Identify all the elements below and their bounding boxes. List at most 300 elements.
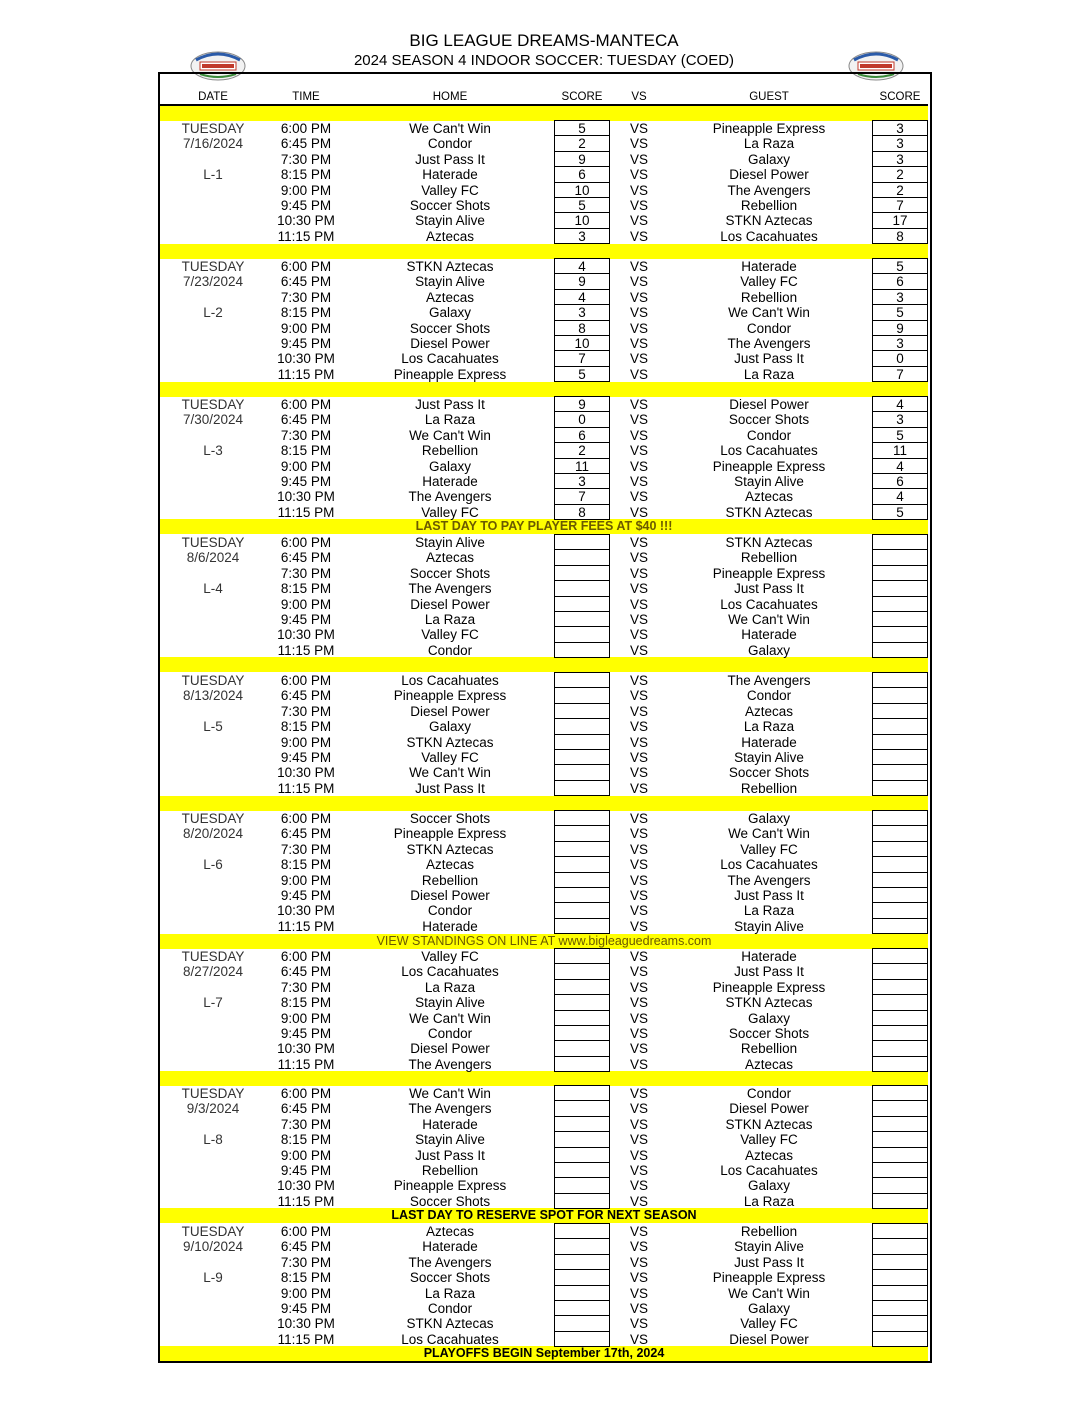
home-team: STKN Aztecas — [406, 734, 494, 750]
score-divider — [872, 994, 928, 995]
game-time: 10:30 PM — [277, 213, 335, 229]
col-home-score: SCORE — [561, 91, 603, 103]
guest-team: Stayin Alive — [734, 1239, 804, 1255]
guest-team: Rebellion — [740, 1224, 798, 1239]
home-team: Condor — [427, 1026, 473, 1041]
home-team: The Avengers — [408, 1101, 492, 1117]
week-league: L-1 — [203, 167, 223, 183]
home-score: 6 — [578, 427, 586, 443]
vs-label: VS — [629, 1270, 648, 1286]
vs-label: VS — [629, 964, 648, 980]
score-divider — [872, 1040, 928, 1041]
score-divider — [872, 902, 928, 903]
home-team: Stayin Alive — [415, 274, 485, 290]
guest-team: Haterade — [741, 627, 797, 643]
week-day: TUESDAY — [181, 1224, 245, 1239]
game-time: 6:45 PM — [280, 136, 332, 152]
guest-team: Stayin Alive — [734, 918, 804, 934]
score-divider — [872, 1300, 928, 1301]
home-score: 9 — [578, 151, 586, 167]
score-divider — [554, 1147, 610, 1148]
vs-label: VS — [629, 1316, 648, 1332]
home-team: Valley FC — [421, 750, 479, 765]
guest-team: Aztecas — [744, 703, 794, 719]
guest-team: La Raza — [743, 136, 795, 152]
vs-label: VS — [629, 1086, 648, 1101]
score-divider — [872, 1131, 928, 1132]
guest-team: We Can't Win — [728, 1285, 810, 1301]
score-divider — [872, 718, 928, 719]
vs-label: VS — [629, 1285, 648, 1301]
home-team: La Raza — [424, 1285, 476, 1301]
guest-score: 6 — [896, 474, 904, 489]
home-team: La Raza — [424, 612, 476, 627]
guest-team: Condor — [746, 688, 792, 704]
vs-label: VS — [629, 274, 648, 290]
game-time: 7:30 PM — [280, 979, 332, 995]
score-divider — [554, 1025, 610, 1026]
score-divider — [554, 764, 610, 765]
score-divider — [872, 841, 928, 842]
score-divider — [554, 1177, 610, 1178]
home-team: La Raza — [424, 979, 476, 995]
score-divider — [872, 1010, 928, 1011]
vs-label: VS — [629, 1010, 648, 1026]
home-team: Just Pass It — [415, 780, 485, 796]
vs-label: VS — [629, 642, 648, 658]
score-divider — [872, 1147, 928, 1148]
vs-label: VS — [629, 305, 648, 321]
home-score: 10 — [574, 213, 590, 229]
guest-team: Soccer Shots — [728, 765, 810, 781]
game-time: 9:00 PM — [280, 320, 332, 336]
home-team: Aztecas — [425, 1224, 475, 1239]
home-score: 5 — [578, 121, 586, 136]
score-divider — [872, 918, 928, 919]
vs-label: VS — [629, 979, 648, 995]
home-team: Los Cacahuates — [401, 673, 499, 688]
separator-bar — [160, 1071, 928, 1086]
vs-label: VS — [629, 351, 648, 367]
game-time: 9:00 PM — [280, 182, 332, 198]
score-divider — [554, 963, 610, 964]
score-divider — [872, 565, 928, 566]
game-time: 7:30 PM — [280, 151, 332, 167]
col-date: DATE — [198, 91, 228, 103]
game-time: 8:15 PM — [280, 1270, 332, 1286]
vs-label: VS — [629, 1193, 648, 1209]
home-team: Haterade — [422, 474, 478, 489]
guest-team: Just Pass It — [734, 581, 804, 597]
home-score: 10 — [574, 182, 590, 198]
score-divider — [554, 872, 610, 873]
score-divider — [554, 841, 610, 842]
vs-label: VS — [629, 427, 648, 443]
guest-team: Stayin Alive — [734, 750, 804, 765]
game-time: 11:15 PM — [277, 366, 335, 382]
guest-team: Rebellion — [740, 1041, 798, 1057]
vs-label: VS — [629, 1254, 648, 1270]
score-divider — [872, 780, 928, 781]
guest-team: Rebellion — [740, 198, 798, 213]
game-time: 10:30 PM — [277, 903, 335, 919]
home-team: La Raza — [424, 412, 476, 428]
game-time: 6:45 PM — [280, 688, 332, 704]
score-divider — [554, 780, 610, 781]
score-divider — [554, 734, 610, 735]
score-divider — [554, 1056, 610, 1057]
home-team: STKN Aztecas — [406, 1316, 494, 1332]
guest-team: Aztecas — [744, 489, 794, 505]
game-time: 6:00 PM — [280, 397, 332, 412]
game-time: 7:30 PM — [280, 565, 332, 581]
home-team: The Avengers — [408, 581, 492, 597]
score-divider — [872, 979, 928, 980]
vs-label: VS — [629, 474, 648, 489]
week-date: 7/30/2024 — [182, 412, 244, 428]
vs-label: VS — [629, 780, 648, 796]
score-divider — [554, 994, 610, 995]
vs-label: VS — [629, 826, 648, 842]
home-team: Just Pass It — [415, 397, 485, 412]
guest-score: 5 — [896, 427, 904, 443]
guest-team: Valley FC — [740, 1132, 798, 1148]
guest-team: STKN Aztecas — [725, 1116, 813, 1132]
guest-team: Rebellion — [740, 289, 798, 305]
game-time: 6:45 PM — [280, 964, 332, 980]
guest-team: Condor — [746, 427, 792, 443]
vs-label: VS — [629, 903, 648, 919]
week-league: L-8 — [203, 1132, 223, 1148]
game-time: 6:45 PM — [280, 550, 332, 566]
guest-team: Los Cacahuates — [720, 443, 818, 459]
vs-label: VS — [629, 703, 648, 719]
home-team: Valley FC — [421, 949, 479, 964]
guest-team: The Avengers — [727, 336, 811, 351]
home-score: 2 — [578, 136, 586, 152]
score-divider — [872, 825, 928, 826]
score-divider — [872, 1100, 928, 1101]
home-score: 3 — [578, 305, 586, 321]
game-time: 11:15 PM — [277, 504, 335, 520]
week-day: TUESDAY — [181, 397, 245, 412]
guest-team: Soccer Shots — [728, 412, 810, 428]
vs-label: VS — [629, 918, 648, 934]
score-divider — [872, 764, 928, 765]
guest-team: Aztecas — [744, 1056, 794, 1072]
home-score: 11 — [574, 458, 589, 474]
score-divider — [554, 1131, 610, 1132]
guest-team: Pineapple Express — [712, 121, 826, 136]
vs-label: VS — [629, 1041, 648, 1057]
vs-label: VS — [629, 182, 648, 198]
guest-team: Pineapple Express — [712, 1270, 826, 1286]
home-team: Condor — [427, 1301, 473, 1316]
score-divider — [554, 596, 610, 597]
score-divider — [872, 1331, 928, 1332]
guest-score: 2 — [896, 167, 904, 183]
score-divider — [872, 580, 928, 581]
guest-team: Just Pass It — [734, 888, 804, 903]
guest-team: Haterade — [741, 259, 797, 274]
game-time: 9:00 PM — [280, 1010, 332, 1026]
game-time: 11:15 PM — [277, 1056, 335, 1072]
home-team: Valley FC — [421, 504, 479, 520]
home-team: Los Cacahuates — [401, 1331, 499, 1347]
vs-label: VS — [629, 412, 648, 428]
separator-bar — [160, 106, 928, 121]
home-team: Soccer Shots — [409, 811, 491, 826]
week-league: L-6 — [203, 857, 223, 873]
home-team: Galaxy — [428, 458, 472, 474]
home-score: 7 — [578, 489, 586, 505]
score-divider — [872, 626, 928, 627]
game-time: 6:00 PM — [280, 535, 332, 550]
home-team: Diesel Power — [410, 888, 490, 903]
guest-team: Just Pass It — [734, 351, 804, 367]
week-day: TUESDAY — [181, 121, 245, 136]
home-score: 9 — [578, 397, 586, 412]
guest-team: The Avengers — [727, 182, 811, 198]
vs-label: VS — [629, 673, 648, 688]
home-score: 8 — [578, 504, 586, 520]
home-team: Diesel Power — [410, 596, 490, 612]
home-team: Pineapple Express — [393, 688, 507, 704]
game-time: 6:00 PM — [280, 949, 332, 964]
vs-label: VS — [629, 995, 648, 1011]
game-time: 9:00 PM — [280, 1285, 332, 1301]
guest-score: 3 — [896, 289, 904, 305]
score-divider — [554, 611, 610, 612]
score-divider — [554, 749, 610, 750]
guest-team: Los Cacahuates — [720, 596, 818, 612]
week-date: 7/23/2024 — [182, 274, 244, 290]
score-divider — [872, 1025, 928, 1026]
guest-team: Diesel Power — [729, 1101, 809, 1117]
vs-label: VS — [629, 1026, 648, 1041]
guest-score: 3 — [896, 412, 904, 428]
guest-team: Los Cacahuates — [720, 857, 818, 873]
guest-score: 5 — [896, 259, 904, 274]
game-time: 9:45 PM — [280, 612, 332, 627]
guest-team: La Raza — [743, 719, 795, 735]
home-team: We Can't Win — [409, 765, 491, 781]
game-time: 8:15 PM — [280, 857, 332, 873]
game-time: 7:30 PM — [280, 1116, 332, 1132]
week-league: L-2 — [203, 305, 223, 321]
week-day: TUESDAY — [181, 535, 245, 550]
week-date: 8/13/2024 — [182, 688, 244, 704]
vs-label: VS — [629, 289, 648, 305]
week-league: L-3 — [203, 443, 223, 459]
home-team: Haterade — [422, 1239, 478, 1255]
home-team: Valley FC — [421, 182, 479, 198]
guest-team: Valley FC — [740, 274, 798, 290]
vs-label: VS — [629, 596, 648, 612]
score-divider — [872, 887, 928, 888]
guest-team: We Can't Win — [728, 305, 810, 321]
week-date: 8/20/2024 — [182, 826, 244, 842]
home-team: We Can't Win — [409, 121, 491, 136]
guest-team: Valley FC — [740, 841, 798, 857]
vs-label: VS — [629, 136, 648, 152]
vs-label: VS — [629, 872, 648, 888]
vs-label: VS — [629, 443, 648, 459]
vs-label: VS — [629, 949, 648, 964]
game-time: 11:15 PM — [277, 780, 335, 796]
score-divider — [554, 902, 610, 903]
home-team: Condor — [427, 136, 473, 152]
home-team: Soccer Shots — [409, 565, 491, 581]
home-team: Stayin Alive — [415, 995, 485, 1011]
score-divider — [554, 1100, 610, 1101]
game-time: 9:45 PM — [280, 198, 332, 213]
game-time: 9:00 PM — [280, 734, 332, 750]
score-divider — [554, 1238, 610, 1239]
guest-team: We Can't Win — [728, 612, 810, 627]
week-date: 9/3/2024 — [186, 1101, 240, 1117]
score-divider — [554, 825, 610, 826]
week-date: 8/6/2024 — [186, 550, 240, 566]
score-divider — [872, 611, 928, 612]
week-league: L-5 — [203, 719, 223, 735]
vs-label: VS — [629, 1331, 648, 1347]
column-headers — [160, 90, 928, 105]
home-team: We Can't Win — [409, 427, 491, 443]
guest-team: Los Cacahuates — [720, 1163, 818, 1178]
home-team: Haterade — [422, 1116, 478, 1132]
score-divider — [554, 718, 610, 719]
guest-team: Just Pass It — [734, 964, 804, 980]
separator-bar — [160, 244, 928, 259]
home-score: 6 — [578, 167, 586, 183]
game-time: 10:30 PM — [277, 1316, 335, 1332]
home-team: Stayin Alive — [415, 213, 485, 229]
guest-team: La Raza — [743, 366, 795, 382]
home-score: 5 — [578, 366, 586, 382]
guest-team: Haterade — [741, 734, 797, 750]
game-time: 9:45 PM — [280, 474, 332, 489]
banner-player-fees: LAST DAY TO PAY PLAYER FEES AT $40 !!! — [160, 519, 928, 534]
guest-team: Pineapple Express — [712, 565, 826, 581]
guest-team: Galaxy — [747, 1178, 791, 1194]
score-divider — [554, 1285, 610, 1286]
banner-standings: VIEW STANDINGS ON LINE AT www.bigleaguedreams.com — [160, 934, 928, 949]
home-team: Soccer Shots — [409, 1193, 491, 1209]
vs-label: VS — [629, 151, 648, 167]
score-divider — [554, 1300, 610, 1301]
vs-label: VS — [629, 750, 648, 765]
week-day: TUESDAY — [181, 949, 245, 964]
game-time: 10:30 PM — [277, 627, 335, 643]
guest-score: 5 — [896, 305, 904, 321]
guest-team: Rebellion — [740, 550, 798, 566]
banner-reserve-spot: LAST DAY TO RESERVE SPOT FOR NEXT SEASON — [160, 1208, 928, 1223]
score-divider — [872, 749, 928, 750]
game-time: 9:00 PM — [280, 872, 332, 888]
home-team: Valley FC — [421, 627, 479, 643]
col-vs: VS — [631, 91, 647, 103]
game-time: 6:45 PM — [280, 1101, 332, 1117]
guest-score: 7 — [896, 198, 904, 213]
game-time: 7:30 PM — [280, 703, 332, 719]
home-score: 8 — [578, 320, 586, 336]
game-time: 11:15 PM — [277, 918, 335, 934]
home-score: 10 — [574, 336, 590, 351]
guest-team: La Raza — [743, 1193, 795, 1209]
home-score: 5 — [578, 198, 586, 213]
col-home: HOME — [432, 91, 468, 103]
game-time: 8:15 PM — [280, 719, 332, 735]
score-divider — [872, 596, 928, 597]
home-team: Haterade — [422, 167, 478, 183]
score-divider — [872, 703, 928, 704]
page-subtitle: 2024 SEASON 4 INDOOR SOCCER: TUESDAY (COED) — [353, 52, 735, 69]
vs-label: VS — [629, 121, 648, 136]
vs-label: VS — [629, 1132, 648, 1148]
guest-team: STKN Aztecas — [725, 504, 813, 520]
guest-score: 4 — [896, 397, 904, 412]
vs-label: VS — [629, 734, 648, 750]
vs-label: VS — [629, 841, 648, 857]
score-divider — [554, 918, 610, 919]
home-team: Just Pass It — [415, 151, 485, 167]
guest-team: Diesel Power — [729, 397, 809, 412]
vs-label: VS — [629, 1147, 648, 1163]
score-divider — [554, 979, 610, 980]
home-team: Los Cacahuates — [401, 964, 499, 980]
guest-team: STKN Aztecas — [725, 995, 813, 1011]
home-score: 0 — [578, 412, 586, 428]
score-divider — [872, 872, 928, 873]
vs-label: VS — [629, 1163, 648, 1178]
col-guest-score: SCORE — [879, 91, 921, 103]
week-date: 7/16/2024 — [182, 136, 244, 152]
vs-label: VS — [629, 581, 648, 597]
guest-score: 11 — [892, 443, 907, 459]
home-team: Stayin Alive — [415, 535, 485, 550]
page-title: BIG LEAGUE DREAMS-MANTECA — [409, 31, 679, 50]
score-divider — [554, 1162, 610, 1163]
score-divider — [872, 856, 928, 857]
score-divider — [872, 642, 928, 643]
game-time: 10:30 PM — [277, 351, 335, 367]
guest-team: STKN Aztecas — [725, 213, 813, 229]
guest-score: 2 — [896, 182, 904, 198]
vs-label: VS — [629, 167, 648, 183]
week-day: TUESDAY — [181, 811, 245, 826]
vs-label: VS — [629, 888, 648, 903]
game-time: 9:00 PM — [280, 596, 332, 612]
vs-label: VS — [629, 1101, 648, 1117]
separator-bar — [160, 657, 928, 672]
score-divider — [554, 703, 610, 704]
guest-score: 5 — [896, 504, 904, 520]
guest-score: 8 — [896, 228, 904, 244]
home-team: The Avengers — [408, 1056, 492, 1072]
game-time: 9:45 PM — [280, 1026, 332, 1041]
score-divider — [872, 734, 928, 735]
guest-team: Pineapple Express — [712, 979, 826, 995]
score-divider — [872, 1162, 928, 1163]
separator-bar — [160, 382, 928, 397]
home-team: The Avengers — [408, 1254, 492, 1270]
home-team: Soccer Shots — [409, 320, 491, 336]
home-team: Galaxy — [428, 305, 472, 321]
vs-label: VS — [629, 765, 648, 781]
vs-label: VS — [629, 504, 648, 520]
home-score: 9 — [578, 274, 586, 290]
